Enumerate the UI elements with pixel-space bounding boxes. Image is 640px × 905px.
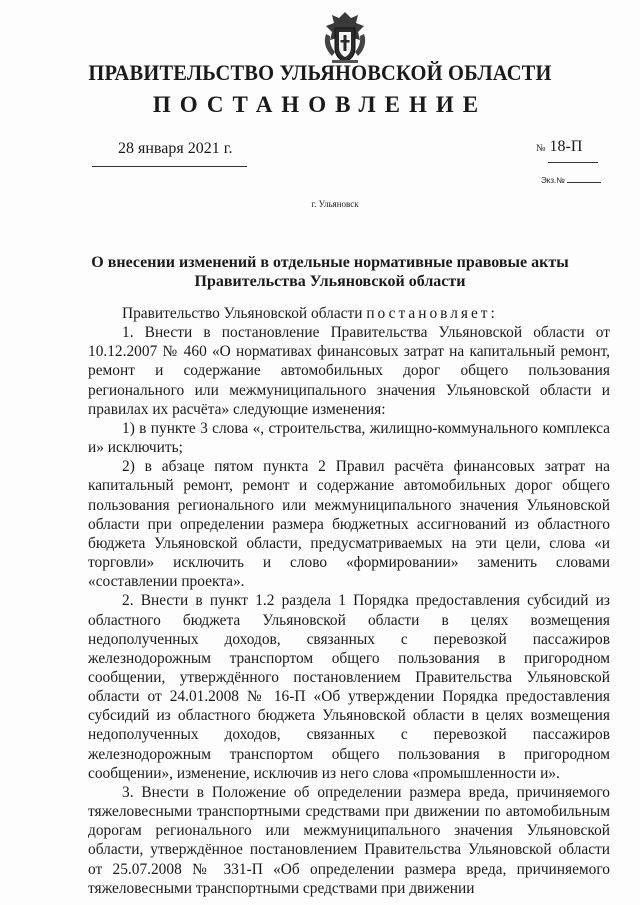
paragraph-1: 1. Внести в постановление Правительства Ульяновской области от 10.12.2007 № 460 «О нормативах финансовых затрат на капитальный ремонт, ремонт и содержание автомобильных дорог общего пользования регионального или межмуниципального значения Ульяновской области и правилах их расчёта» следующие изменения: [88, 324, 610, 418]
paragraph-1-item-2: 2) в абзаце пятом пункта 2 Правил расчёта финансовых затрат на капитальный ремонт, ремонт и содержание автомобильных дорог общего пользования регионального или межмуниципального значения Ульяновской области при определении размера бюджетных ассигнований из областного бюджета Ульяновской области, предусматриваемых на эти цели, слова «и торговли» исключить и слово «формировании» заменить словами «составлении проекта». [88, 458, 610, 591]
document-body [88, 304, 610, 898]
document-kind-title: ПОСТАНОВЛЕНИЕ [152, 92, 488, 117]
government-title: ПРАВИТЕЛЬСТВО УЛЬЯНОВСКОЙ ОБЛАСТИ [88, 60, 552, 85]
copy-underline [567, 182, 601, 183]
copy-number [541, 176, 601, 185]
paragraph-1-item-1: 1) в пункте 3 слова «, строительства, жилищно-коммунального комплекса и» исключить; [88, 419, 610, 457]
copy-label: Экз.№ [541, 176, 565, 185]
preamble-end: : [490, 305, 495, 322]
number-value: 18-П [549, 138, 583, 155]
document-date: 28 января 2021 г. [118, 140, 233, 157]
document-subject: О внесении изменений в отдельные нормативные правовые акты Правительства Ульяновской области [91, 254, 569, 290]
paragraph-3: 3. Внести в Положение об определении размера вреда, причиняемого тяжеловесными транспортными средствами при движении по автомобильным дорогам регионального или межмуниципального значения Ульяновской области, утверждённое постановлением Правительства Ульяновской области от 25.07.2008 № 331-П «Об определении размера вреда, причиняемого тяжеловесными транспортными средствами при движении [88, 783, 610, 897]
paragraph-2: 2. Внести в пункт 1.2 раздела 1 Порядка предоставления субсидий из областного бюджета Ульяновской области в целях возмещения недополученных доходов, связанных с перевозкой пассажиров железнодорожным транспортом общего пользования в пригородном сообщении, утверждённого постановлением Правительства Ульяновской области от 24.01.2008 № 16-П «Об утверждении Порядка предоставления субсидий из областного бюджета Ульяновской области в целях возмещения недополученных доходов, связанных с перевозкой пассажиров железнодорожным транспортом общего пользования в пригородном сообщении», изменение, исключив из него слова «промышленности и». [88, 592, 610, 782]
number-underline [548, 162, 598, 163]
date-underline [92, 166, 247, 167]
preamble [88, 304, 610, 323]
number-sign: № [536, 143, 546, 154]
document-number [536, 138, 582, 156]
preamble-start: Правительство Ульяновской области [122, 305, 367, 322]
preamble-emphasis: постановляет [366, 305, 491, 322]
coat-of-arms-icon [320, 10, 370, 66]
city-name: г. Ульяновск [311, 199, 359, 209]
